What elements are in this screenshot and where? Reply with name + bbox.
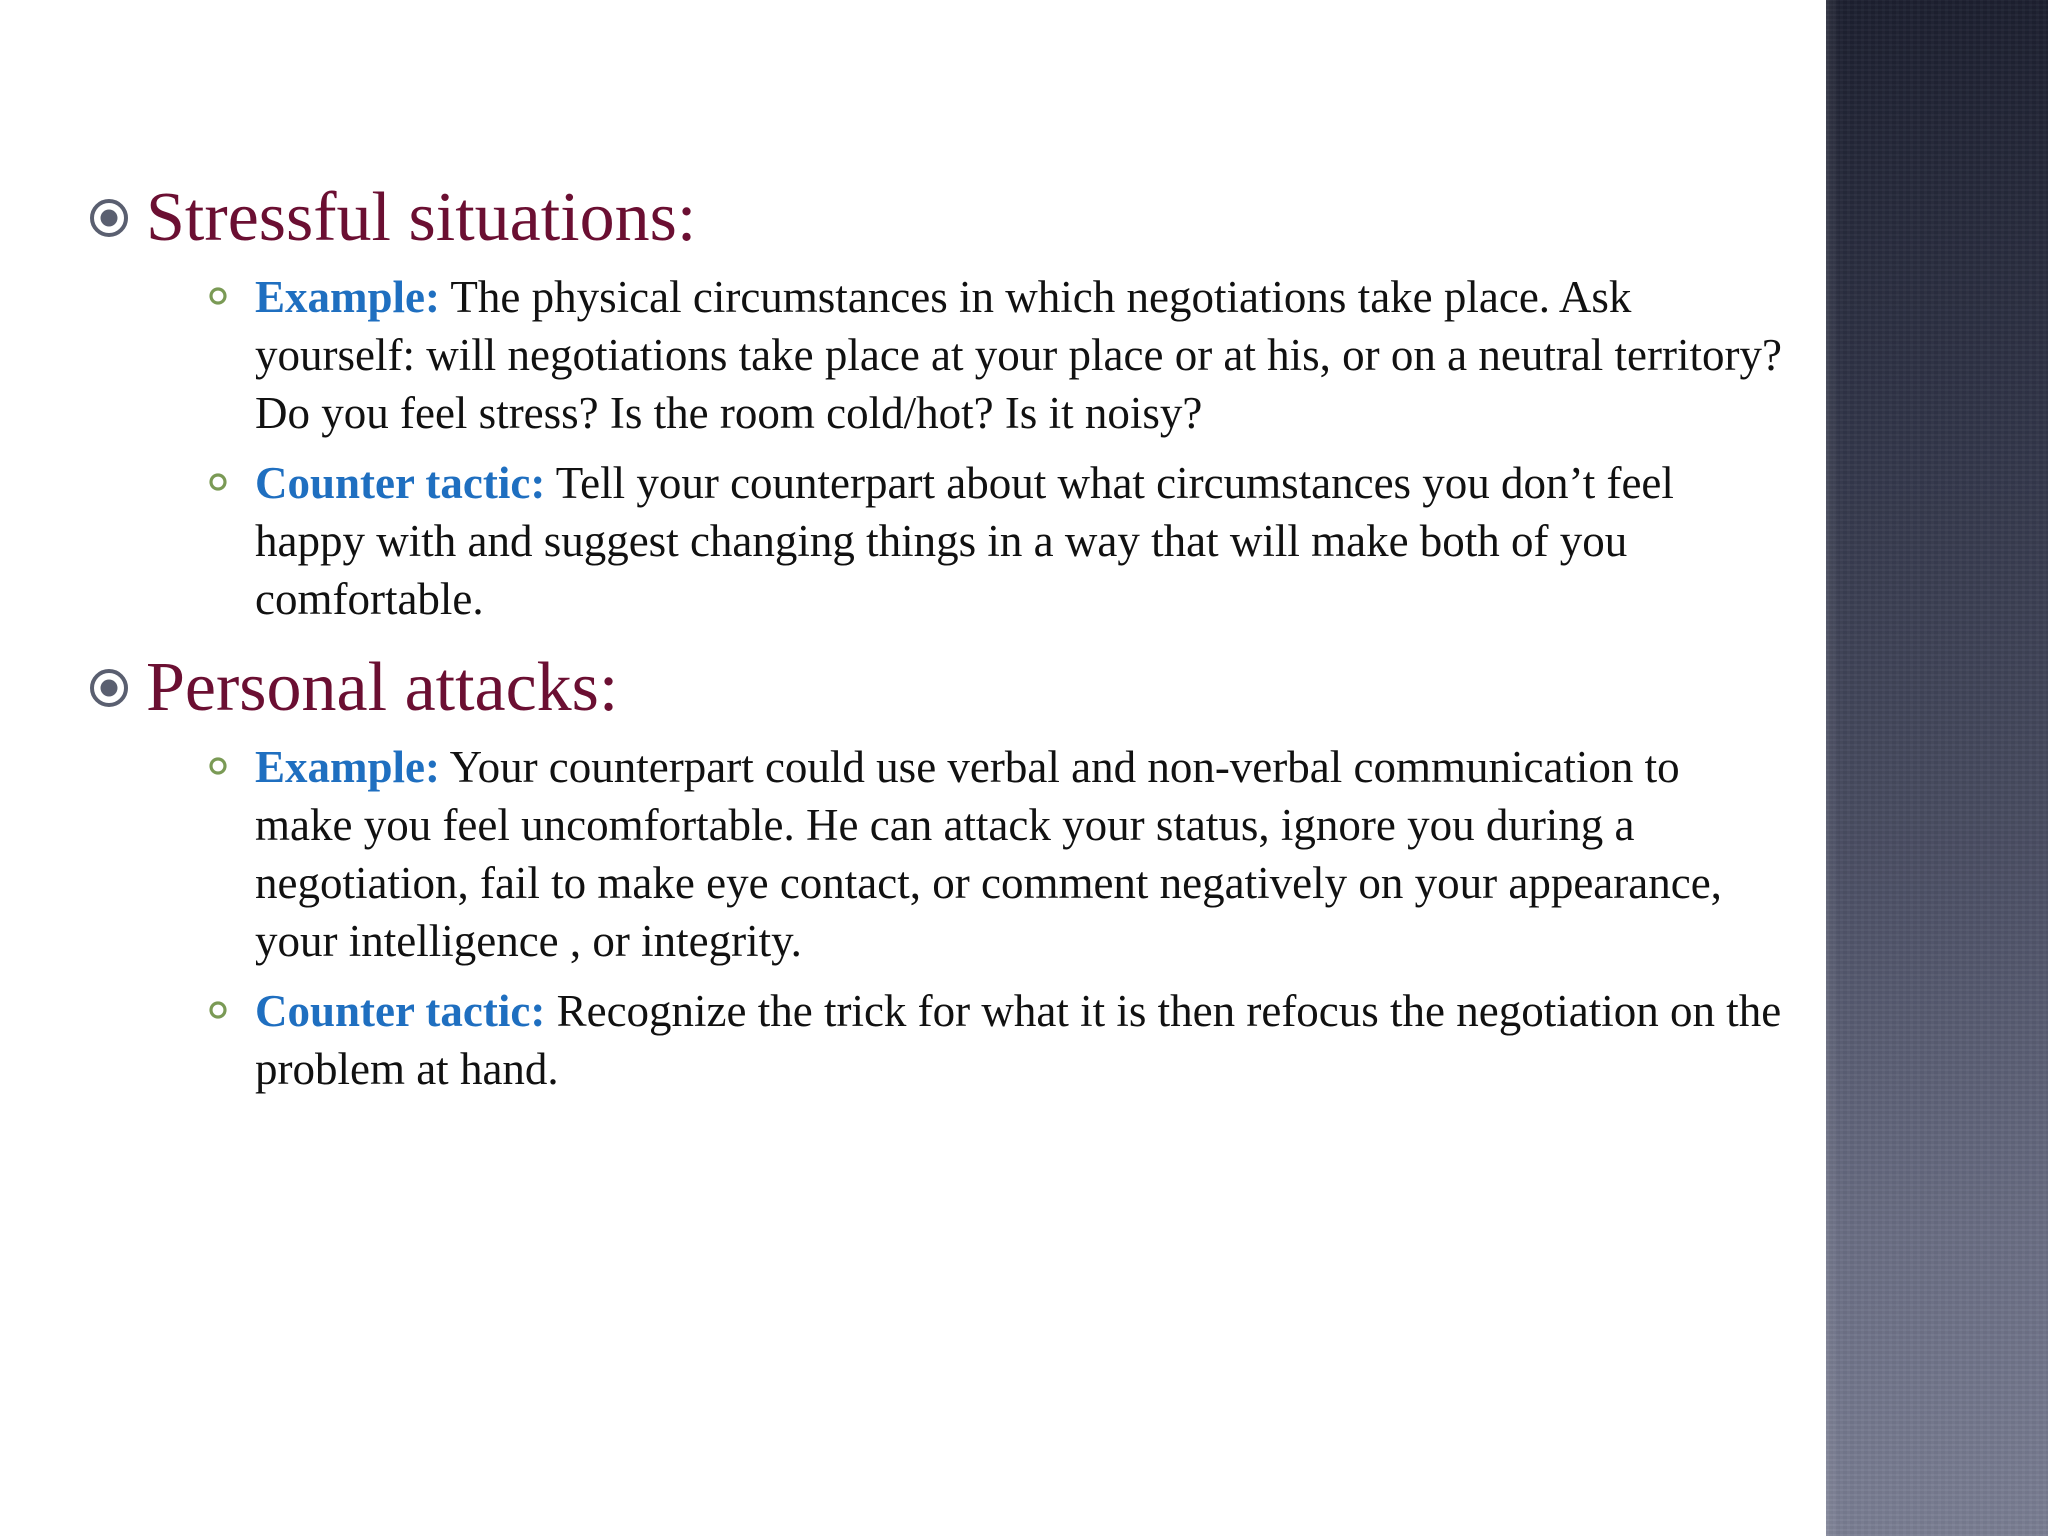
section-stressful-situations — [88, 172, 1788, 628]
decorative-side-panel — [1826, 0, 2048, 1536]
list-item — [88, 268, 1788, 442]
slide-content — [88, 172, 1788, 1112]
item-text: The physical circumstances in which negotiations take place. Ask yourself: will negotiations take place at your place or at his, or on a neutral territory? Do you feel stress? Is the room cold/hot? Is it noisy? — [255, 272, 1782, 438]
item-text: Your counterpart could use verbal and non-verbal communication to make you feel uncomfortable. He can attack your status, ignore you during a negotiation, fail to make eye contact, or comment negatively on your appearance, your intelligence , or integrity. — [255, 742, 1722, 966]
item-label: Counter tactic: — [255, 458, 546, 508]
target-bullet-icon — [88, 197, 130, 239]
section-heading-row — [88, 172, 1788, 264]
item-label: Example: — [255, 742, 440, 792]
item-label: Counter tactic: — [255, 986, 546, 1036]
ring-bullet-icon — [207, 285, 229, 307]
section-heading: Stressful situations: — [146, 179, 697, 256]
sub-bullet-list — [88, 268, 1788, 628]
target-bullet-icon — [88, 667, 130, 709]
list-item — [88, 738, 1788, 970]
item-text: Tell your counterpart about what circumstances you don’t feel happy with and suggest changing things in a way that will make both of you comfortable. — [255, 458, 1674, 624]
ring-bullet-icon — [207, 755, 229, 777]
sub-bullet-list — [88, 738, 1788, 1098]
section-heading: Personal attacks: — [146, 649, 619, 726]
item-label: Example: — [255, 272, 440, 322]
list-item — [88, 454, 1788, 628]
ring-bullet-icon — [207, 999, 229, 1021]
section-personal-attacks — [88, 642, 1788, 1098]
ring-bullet-icon — [207, 471, 229, 493]
section-heading-row — [88, 642, 1788, 734]
item-text: Recognize the trick for what it is then refocus the negotiation on the problem at hand. — [255, 986, 1782, 1094]
list-item — [88, 982, 1788, 1098]
